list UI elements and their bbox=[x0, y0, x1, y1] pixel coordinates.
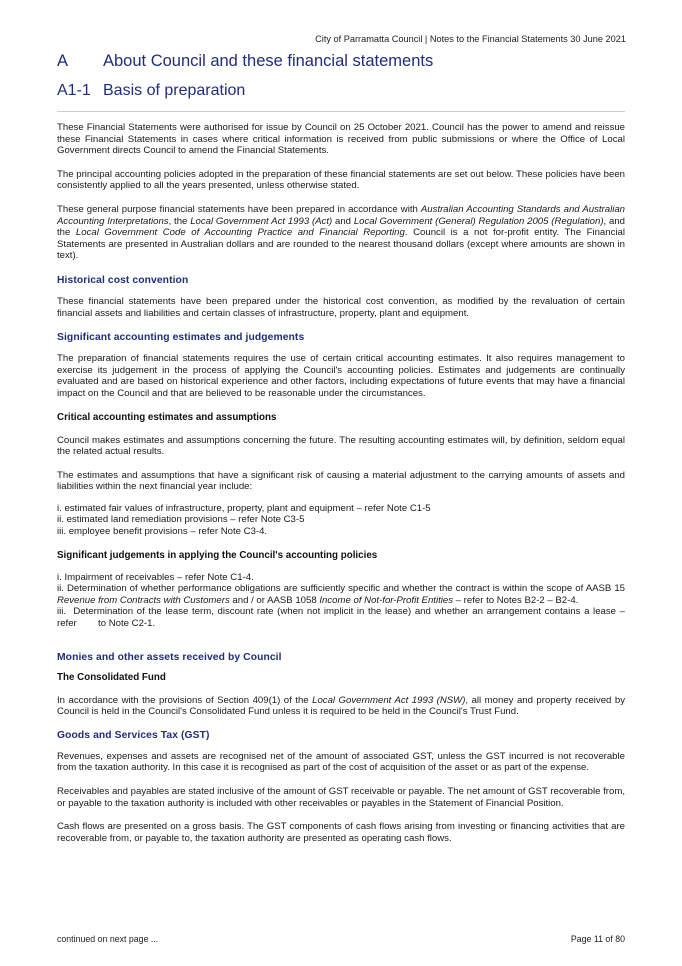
estimates-paragraph: The preparation of financial statements requires the use of certain critical accounting estimates. It also requires management to exercise its judgement in the process of applying the Council's accounting policies. Estimates and judgements are continually evaluated and are based on historical experience and other factors, including expectations of future events that may have a financial impact on the Council and that are believed to be reasonable under the circumstances. bbox=[57, 353, 625, 399]
critical-estimates-heading: Critical accounting estimates and assumptions bbox=[57, 411, 277, 423]
section-heading bbox=[57, 52, 433, 71]
gst-paragraph-3: Cash flows are presented on a gross basis. The GST components of cash flows arising from investing or financing activities that are recoverable from, or payable to, the taxation authority are presented as operating cash flows. bbox=[57, 821, 625, 844]
list-item: iii. employee benefit provisions – refer Note C3-4. bbox=[57, 526, 268, 538]
list-item: iii. Determination of the lease term, discount rate (when not implicit in the lease) and whether an arrangement contains a lease – refer to Note C2-1. bbox=[57, 606, 628, 630]
critical-paragraph-1: Council makes estimates and assumptions concerning the future. The resulting accounting estimates will, by definition, seldom equal the related actual results. bbox=[57, 434, 625, 458]
subsection-label: A1-1 bbox=[57, 82, 91, 99]
section-title: About Council and these financial statements bbox=[103, 52, 434, 70]
gst-heading: Goods and Services Tax (GST) bbox=[57, 729, 210, 741]
gst-paragraph-1: Revenues, expenses and assets are recognised net of the amount of associated GST, unless the GST incurred is not recoverable from the taxation authority. In this case it is recognised as part of the cost of acquisition of the asset or as part of the expense. bbox=[57, 750, 625, 774]
intro-paragraph-2: The principal accounting policies adopted in the preparation of these financial statements are set out below. These policies have been consistently applied to all the years presented, unless otherwise stated. bbox=[57, 168, 625, 192]
list-item: ii. Determination of whether performance obligations are sufficiently specific and whether the contract is within the scope of AASB 15 Revenue from Contracts with Customers and / or AASB 1058 Income of Not-for-Profit Entities – refer to Notes B2-2 – B2-4. bbox=[57, 583, 625, 606]
document-body bbox=[57, 122, 628, 844]
monies-heading: Monies and other assets received by Council bbox=[57, 651, 282, 663]
running-header: City of Parramatta Council | Notes to the Financial Statements 30 June 2021 bbox=[315, 34, 626, 44]
list-item: ii. estimated land remediation provisions – refer Note C3-5 bbox=[57, 514, 305, 526]
gst-paragraph-2: Receivables and payables are stated inclusive of the amount of GST receivable or payable. The net amount of GST recoverable from, or payable to the taxation authority is included with other receivables or payables in the Statement of Financial Position. bbox=[57, 786, 625, 809]
list-item: i. Impairment of receivables – refer Note C1-4. bbox=[57, 571, 254, 583]
critical-estimates-list bbox=[57, 503, 625, 538]
estimates-heading: Significant accounting estimates and judgements bbox=[57, 332, 305, 344]
subsection-title: Basis of preparation bbox=[103, 82, 246, 99]
historical-cost-paragraph: These financial statements have been prepared under the historical cost convention, as modified by the revaluation of certain financial assets and liabilities and certain classes of infrastructure, property, plant and equipment. bbox=[57, 295, 625, 319]
consolidated-fund-paragraph: In accordance with the provisions of Section 409(1) of the Local Government Act 1993 (NSW), all money and property received by Council is held in the Council's Consolidated Fund unless it is required to be held in the Council's Trust Fund. bbox=[57, 694, 625, 718]
judgements-list bbox=[57, 571, 628, 630]
consolidated-fund-heading: The Consolidated Fund bbox=[57, 671, 166, 683]
page-number: Page 11 of 80 bbox=[570, 934, 625, 944]
subsection-heading bbox=[57, 82, 245, 100]
critical-paragraph-2: The estimates and assumptions that have a significant risk of causing a material adjustment to the carrying amounts of assets and liabilities within the next financial year include: bbox=[57, 469, 625, 493]
historical-cost-heading: Historical cost convention bbox=[57, 274, 189, 286]
intro-paragraph-1: These Financial Statements were authorised for issue by Council on 25 October 2021. Council has the power to amend and reissue these Financial Statements in cases where critical information is received from public submissions or where the Office of Local Government directs Council to amend the Financial Statements. bbox=[57, 122, 625, 157]
intro-paragraph-3: These general purpose financial statements have been prepared in accordance with Australian Accounting Standards and Australian Accounting Interpretations, the Local Government Act 1993 (Act) and Local Government (General) Regulation 2005 (Regulation), and the Local Government Code of Accounting Practice and Financial Reporting. Council is a not for-profit entity. The Financial Statements are presented in Australian dollars and are rounded to the nearest thousand dollars (except where amounts are shown in text). bbox=[57, 203, 626, 262]
judgements-heading: Significant judgements in applying the Council's accounting policies bbox=[57, 549, 378, 561]
heading-divider bbox=[57, 111, 625, 112]
list-item: i. estimated fair values of infrastructure, property, plant and equipment – refer Note C1-5 bbox=[57, 502, 431, 514]
continued-note: continued on next page ... bbox=[57, 934, 159, 944]
section-label: A bbox=[57, 52, 69, 70]
